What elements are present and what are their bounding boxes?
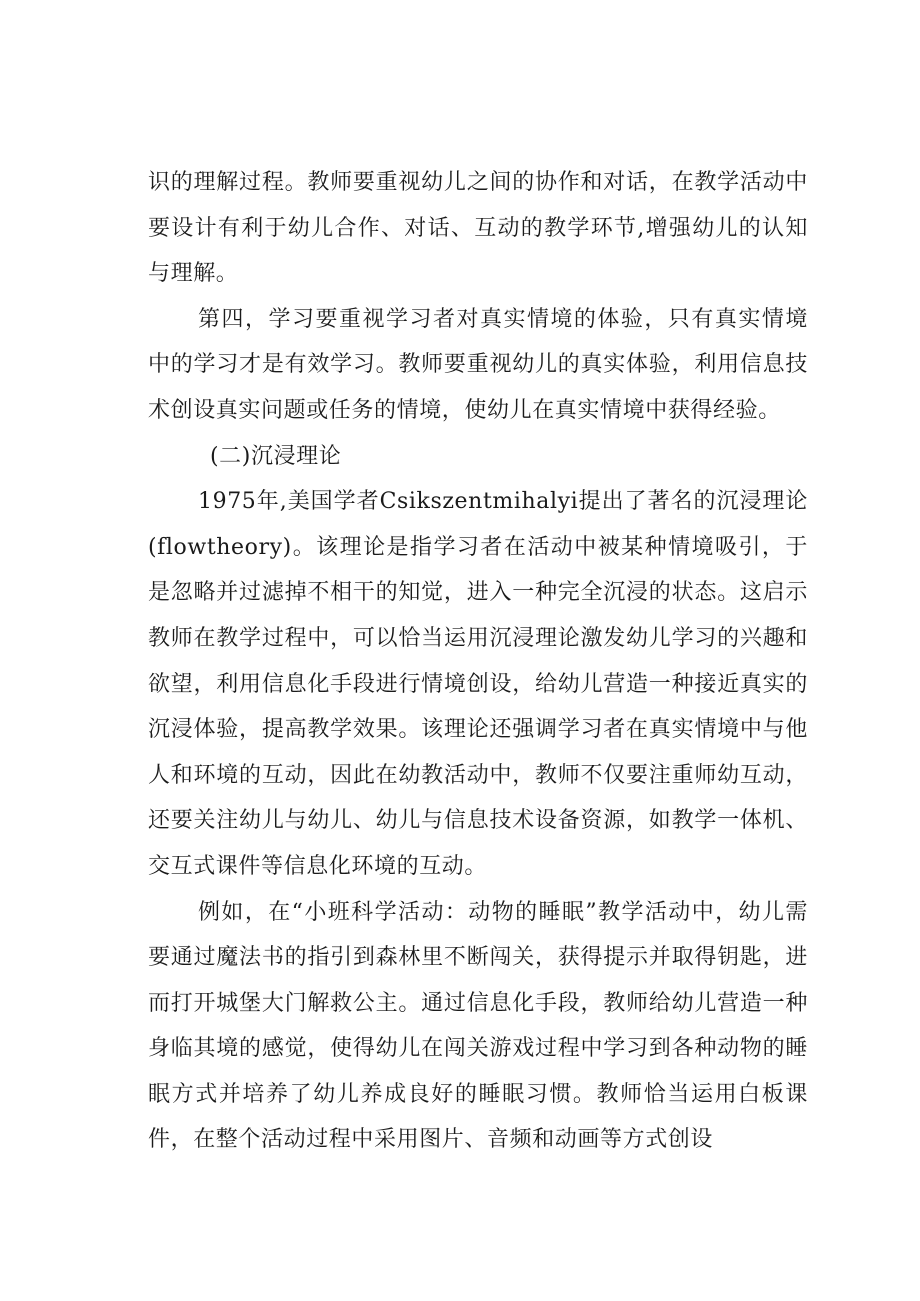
section-heading-flow-theory: (二)沉浸理论 bbox=[210, 443, 342, 469]
paragraph-example: 例如，在“小班科学活动：动物的睡眠”教学活动中，幼儿需要通过魔法书的指引到森林里不断闯关，获得提示并取得钥匙，进而打开城堡大门解救公主。通过信息化手段，教师给幼儿营造一种身临其境的感觉，使得幼儿在闯关游戏过程中学习到各种动物的睡眠方式并培养了幼儿养成良好的睡眠习惯。教师恰当运用白板课件，在整个活动过程中采用图片、音频和动画等方式创设 bbox=[148, 899, 808, 1153]
paragraph-flow-theory: 1975年,美国学者Csikszentmihalyi提出了著名的沉浸理论(flowtheory)。该理论是指学习者在活动中被某种情境吸引，于是忽略并过滤掉不相干的知觉，进入一种完全沉浸的状态。这启示教师在教学过程中，可以恰当运用沉浸理论激发幼儿学习的兴趣和欲望，利用信息化手段进行情境创设，给幼儿营造一种接近真实的沉浸体验，提高教学效果。该理论还强调学习者在真实情境中与他人和环境的互动，因此在幼教活动中，教师不仅要注重师幼互动，还要关注幼儿与幼儿、幼儿与信息技术设备资源，如教学一体机、交互式课件等信息化环境的互动。 bbox=[148, 489, 808, 879]
paragraph-continued: 识的理解过程。教师要重视幼儿之间的协作和对话，在教学活动中要设计有利于幼儿合作、对话、互动的教学环节,增强幼儿的认知与理解。 bbox=[148, 170, 808, 287]
paragraph-fourth-point: 第四，学习要重视学习者对真实情境的体验，只有真实情境中的学习才是有效学习。教师要重视幼儿的真实体验，利用信息技术创设真实问题或任务的情境，使幼儿在真实情境中获得经验。 bbox=[148, 306, 808, 423]
document-body bbox=[148, 160, 808, 1163]
